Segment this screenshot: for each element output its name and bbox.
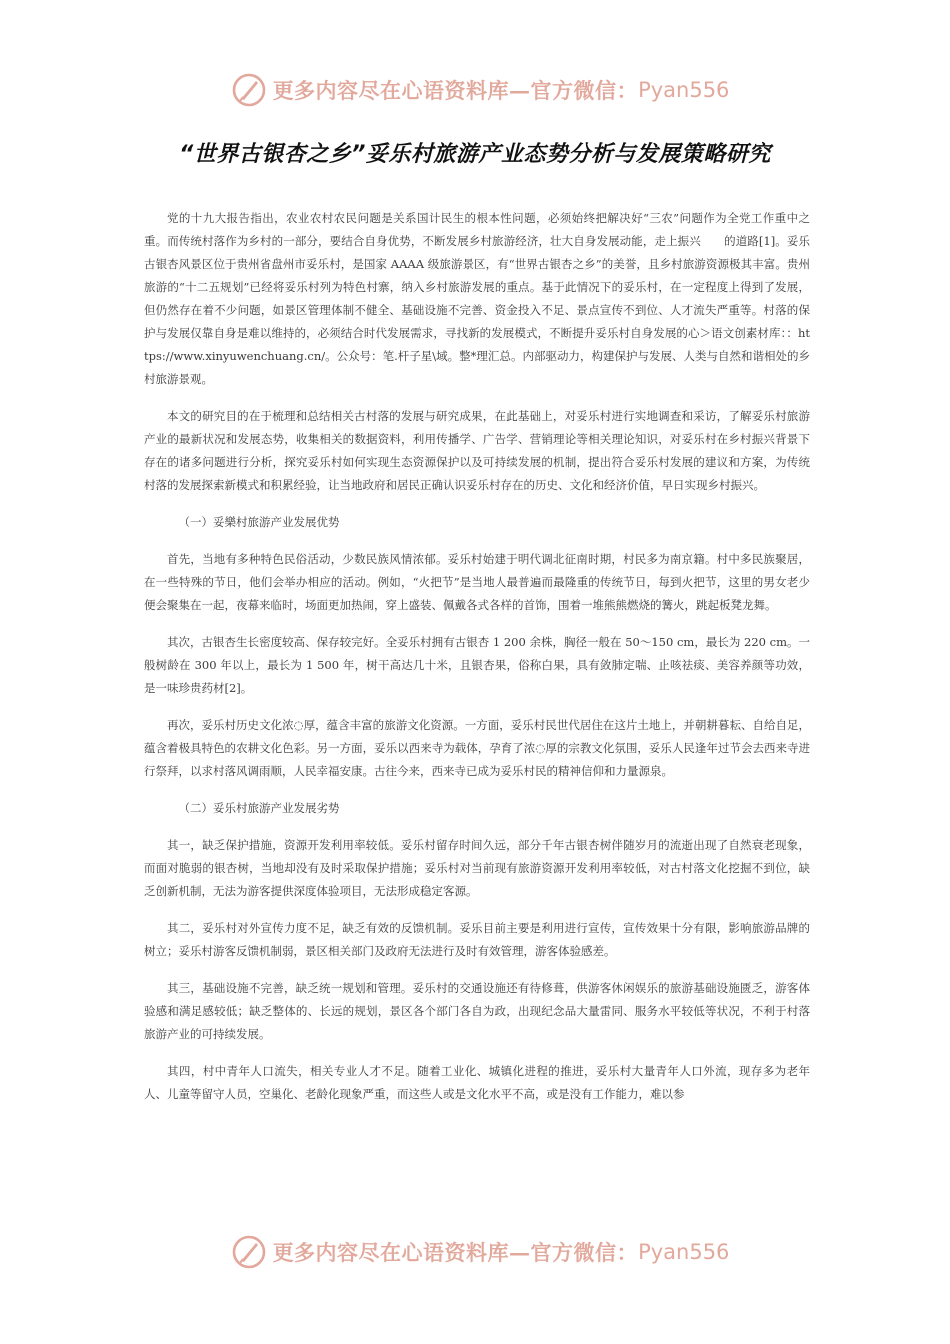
disadvantage-paragraph-3: 其三，基础设施不完善，缺乏统一规划和管理。妥乐村的交通设施还有待修葺，供游客休闲娱乐的旅游基础设施匮乏，游客体验感和满足感较低；缺乏整体的、长远的规划，景区各个部门各自为政，出现纪念品大量雷同、服务水平较低等状况，不利于村落旅游产业的可持续发展。 xyxy=(144,981,810,1041)
watermark-text: 更多内容尽在心语资料库—官方微信： xyxy=(272,78,639,103)
advantage-paragraph-1: 首先，当地有多种特色民俗活动，少数民族风情浓郁。妥乐村始建于明代调北征南时期，村民多为南京籍。村中多民族聚居，在一些特殊的节日，他们会举办相应的活动。例如，“火把节”是当地人最普遍而最隆重的传统节日，每到火把节，这里的男女老少便会聚集在一起，夜幕来临时，场面更加热闹，穿上盛装、佩戴各式各样的首饰，围着一堆熊熊燃烧的篝火，跳起板凳龙舞。 xyxy=(144,552,810,612)
disadvantage-paragraph-2: 其二，妥乐村对外宣传力度不足，缺乏有效的反馈机制。妥乐目前主要是利用进行宣传，宣传效果十分有限，影响旅游品牌的树立；妥乐村游客反馈机制弱，景区相关部门及政府无法进行及时有效管理，游客体验感差。 xyxy=(144,921,810,958)
section-heading-disadvantages: （二）妥乐村旅游产业发展劣势 xyxy=(178,801,340,815)
quill-logo-icon xyxy=(231,1234,267,1270)
document-title: “世界古银杏之乡”妥乐村旅游产业态势分析与发展策略研究 xyxy=(179,142,771,167)
advantage-paragraph-3: 再次，妥乐村历史文化浓◌厚，蕴含丰富的旅游文化资源。一方面，妥乐村民世代居住在这片土地上，并朝耕暮耘、自给自足，蕴含着极具特色的农耕文化色彩。另一方面，妥乐以西来寺为载体，孕育了浓◌厚的宗教文化氛围，妥乐人民逢年过节会去西来寺进行祭拜，以求村落风调雨顺，人民幸福安康。古往今来，西来寺已成为妥乐村民的精神信仰和力量源泉。 xyxy=(144,718,810,778)
section-heading-advantages: （一）妥樂村旅游产业发展优势 xyxy=(178,515,340,529)
quill-logo-icon xyxy=(231,72,267,108)
intro-paragraph-2: 本文的研究目的在于梳理和总结相关古村落的发展与研究成果，在此基础上，对妥乐村进行实地调查和采访，了解妥乐村旅游产业的最新状况和发展态势，收集相关的数据资料，利用传播学、广告学、营销理论等相关理论知识，对妥乐村在乡村振兴背景下存在的诸多问题进行分析，探究妥乐村如何实现生态资源保护以及可持续发展的机制，提出符合妥乐村发展的建议和方案，为传统村落的发展探索新模式和积累经验，让当地政府和居民正确认识妥乐村存在的历史、文化和经济价值，早日实现乡村振兴。 xyxy=(144,409,810,492)
disadvantage-paragraph-1: 其一，缺乏保护措施，资源开发利用率较低。妥乐村留存时间久远，部分千年古银杏树伴随岁月的流逝出现了自然衰老现象，而面对脆弱的银杏树，当地却没有及时采取保护措施；妥乐村对当前现有旅游资源开发利用率较低，对古村落文化挖掘不到位，缺乏创新机制，无法为游客提供深度体验项目，无法形成稳定客源。 xyxy=(144,838,810,898)
watermark-group xyxy=(231,1234,730,1270)
advantage-paragraph-2: 其次，古银杏生长密度较高、保存较完好。全妥乐村拥有古银杏 1 200 余株，胸径一般在 50～150 cm，最长为 220 cm。一般树龄在 300 年以上，最长为 1 500 年，树干高达几十米，且银杏果，俗称白果，具有敛肺定喘、止咳祛痰、美容养颜等功效，是一味珍贵药材[2]。 xyxy=(144,635,810,695)
watermark-wechat-id: Pyan556 xyxy=(638,78,730,102)
intro-paragraph-1: 党的十九大报告指出，农业农村农民问题是关系国计民生的根本性问题，必须始终把解决好“三农”问题作为全党工作重中之重。而传统村落作为乡村的一部分，要结合自身优势，不断发展乡村旅游经济，壮大自身发展动能，走上振兴 的道路[1]。妥乐古银杏风景区位于贵州省盘州市妥乐村，是国家 AAAA 级旅游景区，有“世界古银杏之乡”的美誉，且乡村旅游资源极其丰富。贵州旅游的“十二五规划”已经将妥乐村列为特色村寨，纳入乡村旅游发展的重点。基于此情况下的妥乐村，在一定程度上得到了发展，但仍然存在着不少问题，如景区管理体制不健全、基础设施不完善、资金投入不足、景点宣传不到位、人才流失严重等。村落的保护与发展仅靠自身是难以维持的，必须结合时代发展需求，寻找新的发展模式，不断提升妥乐村自身发展的心＞语文创素材库：：https://www.xinyuwenchuang.cn/。公众号：笔.杆子星\域。整*理汇总。内部驱动力，构建保护与发展、人类与自然和谐相处的乡村旅游景观。 xyxy=(144,211,810,386)
bottom-watermark-banner xyxy=(0,1232,950,1272)
top-watermark-banner xyxy=(0,70,950,110)
watermark-wechat-id: Pyan556 xyxy=(638,1240,730,1264)
watermark-text: 更多内容尽在心语资料库—官方微信： xyxy=(272,1240,639,1265)
document-body xyxy=(144,207,810,1120)
watermark-group xyxy=(231,72,730,108)
disadvantage-paragraph-4: 其四，村中青年人口流失，相关专业人才不足。随着工业化、城镇化进程的推进，妥乐村大量青年人口外流，现存多为老年人、儿童等留守人员，空巢化、老龄化现象严重，而这些人或是文化水平不高，或是没有工作能力，难以参 xyxy=(144,1064,810,1101)
